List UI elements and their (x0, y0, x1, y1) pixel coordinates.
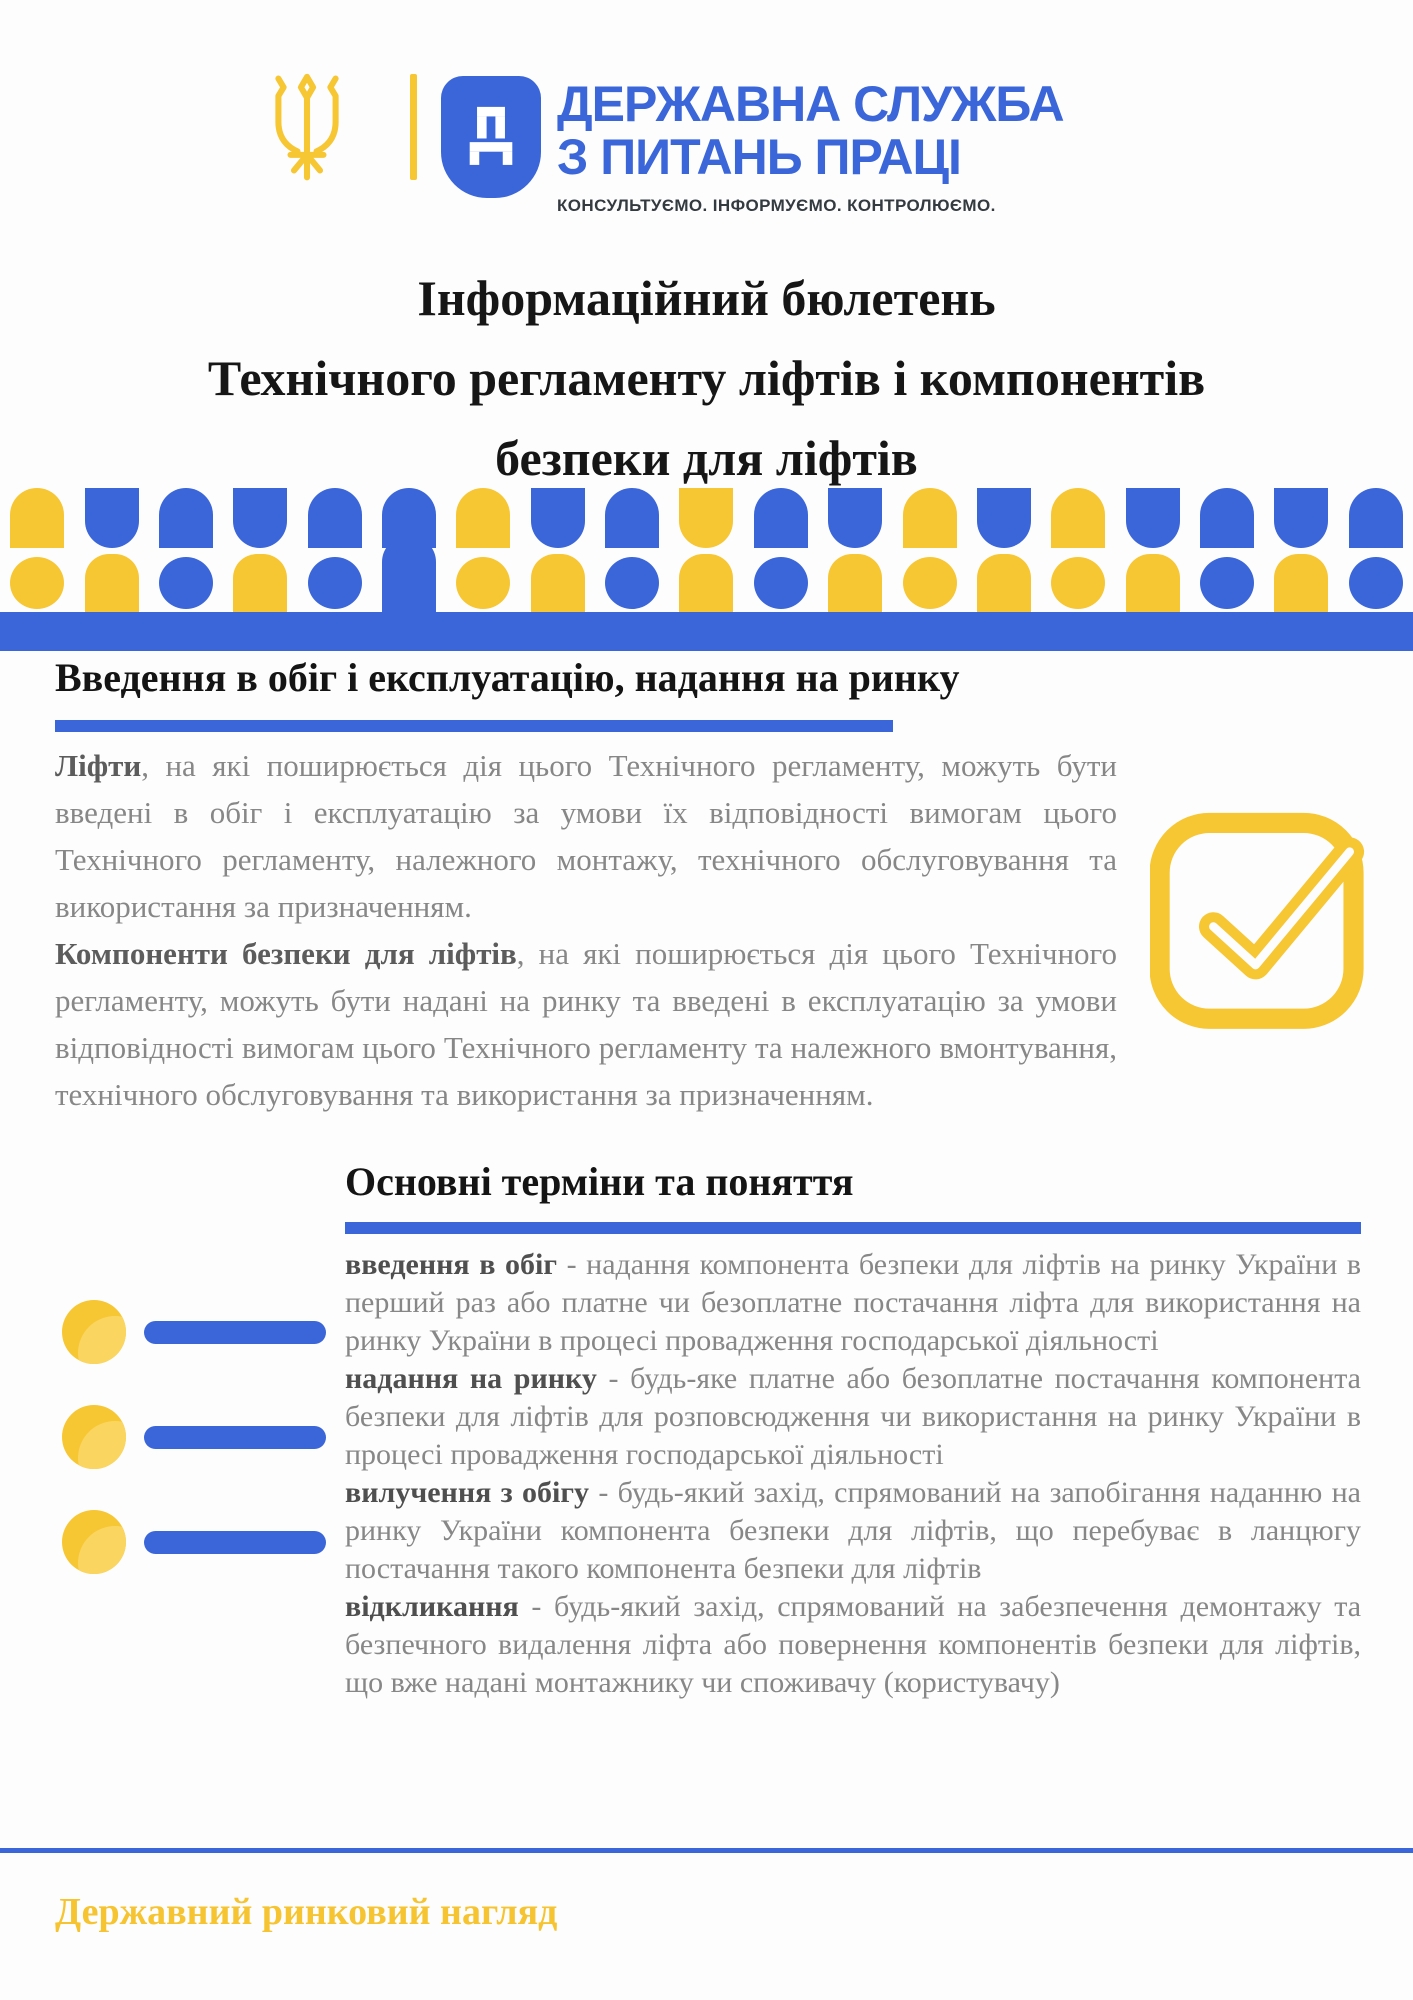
org-tagline: КОНСУЛЬТУЄМО. ІНФОРМУЄМО. КОНТРОЛЮЄМО. (557, 196, 996, 215)
org-name-line2: З ПИТАНЬ ПРАЦІ (557, 129, 961, 185)
decor-shape (903, 488, 957, 548)
decor-cell (0, 488, 74, 548)
term-making-available (345, 1360, 1361, 1474)
decor-shape (456, 557, 510, 609)
decor-cell (818, 488, 892, 548)
paragraph-safety-components (55, 930, 1117, 1118)
term-placing-on-market-def: - надання компонента безпеки для ліфтів на ринку України в перший раз або платне чи безоплатне постачання ліфта для використання на ринку України в процесі провадження господарської діяльності (345, 1248, 1361, 1357)
decor-cell (892, 554, 966, 612)
decor-shape (1200, 488, 1254, 548)
decor-shape (1126, 488, 1180, 548)
decor-cell (967, 488, 1041, 548)
decor-cell (892, 488, 966, 548)
decor-cell (744, 488, 818, 548)
decor-shape (977, 488, 1031, 548)
term-making-available-def: - будь-яке платне або безоплатне постачання компонента безпеки для ліфтів для розповсюдження чи використання на ринку України в процесі провадження господарської діяльності (345, 1362, 1361, 1471)
decor-shape (1349, 557, 1403, 609)
decor-shape (159, 557, 213, 609)
section-market-introduction (55, 656, 1117, 1118)
decor-shape (605, 557, 659, 609)
decor-cell (1264, 554, 1338, 612)
decor-shape (531, 488, 585, 548)
decor-shape (605, 488, 659, 548)
decor-cell (818, 554, 892, 612)
decor-shape (1349, 488, 1403, 548)
decor-shape (308, 557, 362, 609)
decor-cell (149, 554, 223, 612)
decor-shape (1051, 557, 1105, 609)
decor-cell (223, 488, 297, 548)
decor-shape (754, 557, 808, 609)
labour-service-emblem-icon (441, 76, 541, 198)
decor-shape (233, 488, 287, 548)
decor-cell (1264, 488, 1338, 548)
term-withdrawal-def: - будь-який захід, спрямований на запобігання наданню на ринку України компонента безпеки для ліфтів, що перебуває в ланцюгу постачання такого компонента безпеки для ліфтів (345, 1476, 1361, 1585)
decor-shape (754, 488, 808, 548)
bullet-circle-icon (62, 1300, 126, 1364)
footer-divider (0, 1848, 1413, 1853)
section-terms (345, 1160, 1361, 1702)
decor-cell (0, 554, 74, 612)
decor-shape (456, 488, 510, 548)
decor-cell (1190, 488, 1264, 548)
decor-cell (1116, 488, 1190, 548)
decor-cell (1116, 554, 1190, 612)
list-item (62, 1405, 348, 1469)
decor-cell (1041, 554, 1115, 612)
decor-cell (1339, 488, 1413, 548)
bullet-bar-icon (144, 1531, 326, 1554)
decor-shape (828, 554, 882, 612)
decor-cell (521, 488, 595, 548)
decor-cell (1041, 488, 1115, 548)
bullet-circle-icon (62, 1510, 126, 1574)
decor-shape (1051, 488, 1105, 548)
section2-heading: Основні терміни та поняття (345, 1159, 854, 1204)
org-name-line1: ДЕРЖАВНА СЛУЖБА (557, 76, 1064, 132)
decor-shape (679, 554, 733, 612)
decor-shape (1274, 554, 1328, 612)
term-recall-label: відкликання (345, 1590, 519, 1623)
decor-shape (233, 554, 287, 612)
decor-cell (669, 488, 743, 548)
section1-heading: Введення в обіг і експлуатацію, надання на ринку (55, 655, 960, 700)
paragraph-safety-components-text: , на які поширюється дія цього Технічного регламенту, можуть бути надані на ринку та введені в експлуатацію за умови відповідності вимогам цього Технічного регламенту та належного вмонтування, технічного обслуговування та використання за призначенням. (55, 936, 1117, 1112)
paragraph-lifts-text: , на які поширюється дія цього Технічного регламенту, можуть бути введені в обіг і експлуатацію за умови їх відповідності вимогам цього Технічного регламенту, належного монтажу, технічного обслуговування та використання за призначенням. (55, 748, 1117, 924)
decor-shape (159, 488, 213, 548)
bullet-bar-icon (144, 1426, 326, 1449)
lift-pictogram-icon (455, 94, 527, 180)
bullet-bar-icon (144, 1321, 326, 1344)
term-withdrawal-label: вилучення з обігу (345, 1476, 589, 1509)
decor-cell (521, 554, 595, 612)
decor-shape (1126, 554, 1180, 612)
footer-text: Державний ринковий нагляд (55, 1891, 558, 1933)
paragraph-lifts-lead: Ліфти (55, 748, 142, 783)
paragraph-safety-components-lead: Компоненти безпеки для ліфтів (55, 936, 517, 971)
list-item (62, 1300, 348, 1364)
decor-cell (967, 554, 1041, 612)
decor-shape (85, 554, 139, 612)
decor-cell (744, 554, 818, 612)
term-placing-on-market-label: введення в обіг (345, 1248, 557, 1281)
term-recall-def: - будь-який захід, спрямований на забезпечення демонтажу та безпечного видалення ліфта або повернення компонентів безпеки для ліфтів, що вже надані монтажнику чи споживачу (користувачу) (345, 1590, 1362, 1699)
decor-shape (308, 488, 362, 548)
decor-cell (223, 554, 297, 612)
decor-cell (595, 488, 669, 548)
decor-shape (382, 536, 436, 612)
bullet-circle-icon (62, 1405, 126, 1469)
decor-shape (679, 488, 733, 548)
decor-shape (10, 557, 64, 609)
decor-shape (10, 488, 64, 548)
check-icon (1150, 798, 1390, 1036)
term-withdrawal (345, 1474, 1361, 1588)
title-line3: безпеки для ліфтів (495, 430, 918, 486)
page-title (0, 258, 1413, 498)
term-placing-on-market (345, 1246, 1361, 1360)
org-name-block (557, 78, 1064, 216)
decor-cell (1190, 554, 1264, 612)
decor-cell (297, 488, 371, 548)
title-line1: Інформаційний бюлетень (417, 270, 996, 326)
trident-icon (268, 66, 346, 190)
decor-cell (595, 554, 669, 612)
section1-body (55, 742, 1117, 1118)
decor-cell (446, 488, 520, 548)
decor-shape (828, 488, 882, 548)
decor-cell (372, 554, 446, 612)
decor-row-top (0, 488, 1413, 548)
section2-underline (345, 1222, 1361, 1234)
decor-shape (85, 488, 139, 548)
decor-shape (903, 557, 957, 609)
term-making-available-label: надання на ринку (345, 1362, 597, 1395)
decorative-band (0, 488, 1413, 651)
list-item (62, 1510, 348, 1574)
logo-divider (410, 74, 417, 180)
decor-row-bottom (0, 554, 1413, 612)
bullet-list (62, 1300, 348, 1615)
paragraph-lifts (55, 742, 1117, 930)
decor-shape (1200, 557, 1254, 609)
decor-shape (531, 554, 585, 612)
decor-cell (446, 554, 520, 612)
decor-shape (1274, 488, 1328, 548)
decor-cell (1339, 554, 1413, 612)
decor-cell (297, 554, 371, 612)
decor-blue-bar (0, 612, 1413, 651)
section1-underline (55, 720, 893, 732)
decor-cell (149, 488, 223, 548)
term-recall (345, 1588, 1361, 1702)
decor-cell (74, 554, 148, 612)
terms-list (345, 1246, 1361, 1702)
title-line2: Технічного регламенту ліфтів і компонентів (207, 350, 1206, 406)
header (268, 62, 1064, 216)
decor-cell (669, 554, 743, 612)
decor-shape (977, 554, 1031, 612)
decor-cell (74, 488, 148, 548)
